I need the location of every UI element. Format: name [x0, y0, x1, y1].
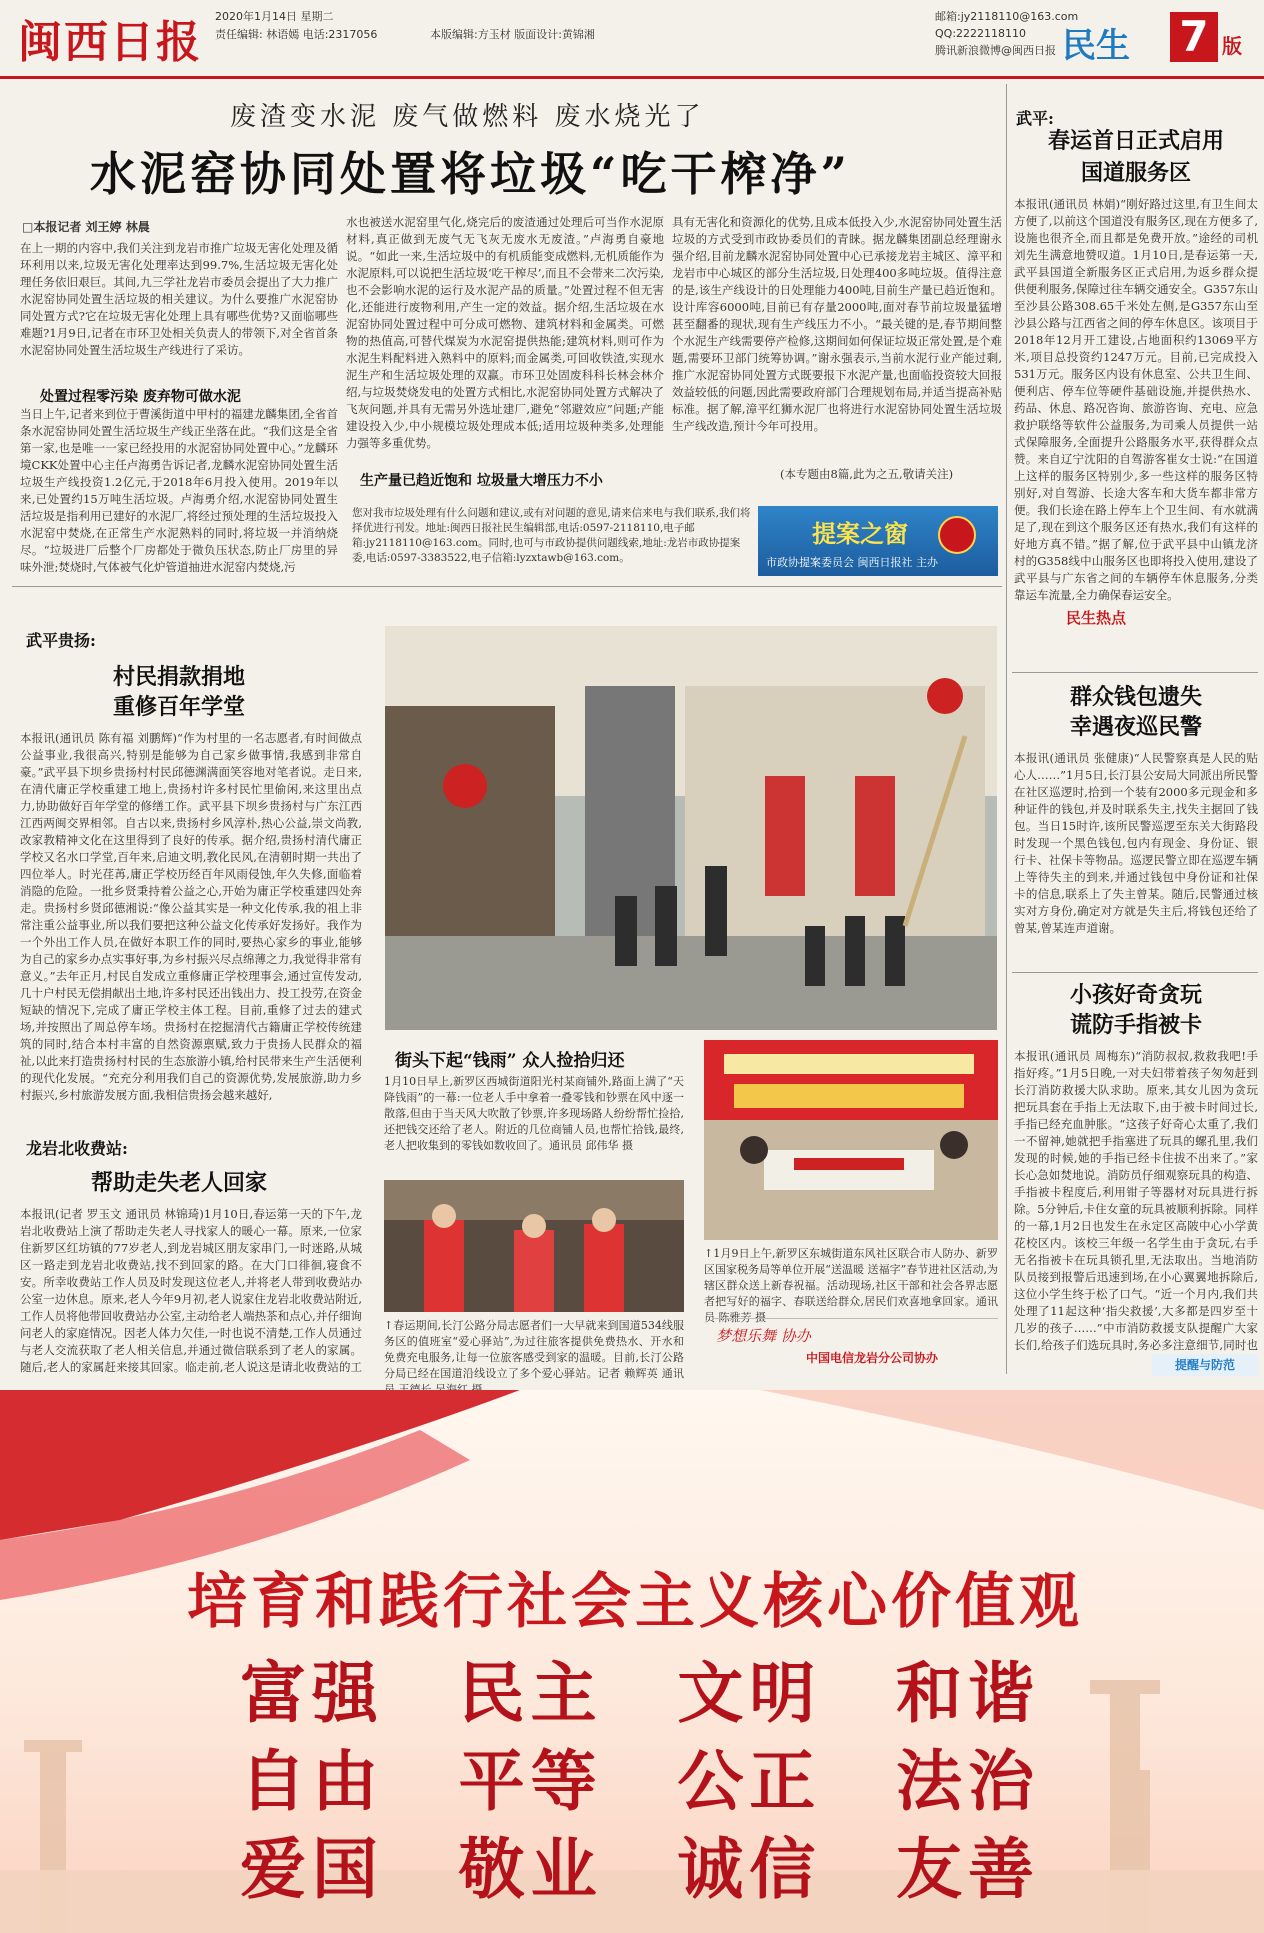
lead-byline: □本报记者 刘王婷 林晨	[22, 220, 150, 234]
money-rain-caption: 1月10日早上,新罗区西城街道阳光村某商铺外,路面上满了“天降钱雨”的一幕:一位老人手中拿着一叠零钱和钞票在风中逐一散落,但由于当天风大吹散了钞票,许多现场路人纷纷帮忙捡拾,还把钱交还给了老人。附近的几位商铺人员,也帮忙拾钱,最终,老人把收集到的零钱如数收回了。通讯员 邱伟华 摄	[384, 1075, 684, 1152]
story-title-elder: 帮助走失老人回家	[90, 1170, 267, 1196]
contact-wechat: 腾讯新浪微博@闽西日报	[935, 44, 1056, 57]
school-photo-illustration	[385, 626, 997, 1030]
section-rule	[12, 586, 1002, 587]
story-label-longyan: 龙岩北收费站:	[26, 1139, 128, 1158]
story-body-elder: 本报讯(记者 罗玉文 通讯员 林锦琦)1月10日,春运第一天的下午,龙岩北收费站上演了帮助走失老人寻找家人的暖心一幕。原来,一位家住新罗区红坊镇的77岁老人,到龙岩城区朋友家串门,一时迷路,从城区一路走到龙岩北收费站,找不到回家的路。在大门口徘徊,寝食不安。所幸收费站工作人员及时发现这位老人,并将老人带到收费站办公室一边休息。原来,老人今年9月初,老人说家住龙岩北收费站附近,工作人员将他带回收费站办公室,主动给老人端热茶和点心,并仔细询问老人的家庭情况。因老人体力欠佳,一时也说不清楚,工作人员通过与老人交流获取了老人相关信息,并通过微信联系到了老人的家属。随后,老人的家属赶来接其回家。临走前,老人说这是请北收费站的工	[20, 1207, 362, 1374]
newspaper-logo: 闽西日报	[18, 17, 202, 68]
issue-date: 2020年1月14日 星期二	[215, 10, 334, 23]
lead-subhead-1: 处置过程零污染 废弃物可做水泥	[40, 389, 241, 405]
value-integrity: 诚信	[677, 1830, 822, 1908]
telecom-ad-text: 中国电信龙岩分公司协办	[806, 1351, 939, 1365]
value-equality: 平等	[458, 1742, 603, 1820]
lead-col2: 水也被送水泥窑里气化,烧完后的废渣通过处理后可当作水泥原材料,真正做到无废气无飞灰无废水无废渣。”卢海勇自豪地说。“如此一来,生活垃圾中的有机质能变成燃料,无机质能作为水泥原料,可以说把生活垃圾‘吃干榨尽’,而且不会带来二次污染,也不会影响水泥的运行及水泥产品的质量。”处置过程不但无害化,还能进行废物利用,产生一定的效益。据介绍,生活垃圾在水泥窑协同处置过程中可分成可燃物、建筑材料和金属类。可燃物的热值高,可替代煤炭为水泥窑提供热能;建筑材料,则可作为水泥生料配料进入熟料中的原料;而金属类,可回收铁渣,实现水泥生产和生活垃圾处理的双赢。市环卫处固废科科长林会林介绍,与垃圾焚烧发电的处置方式相比,水泥窑协同处置方式解决了飞灰问题,并具有无需另外选址建厂,避免“邻避效应”问题;产能建设投入少,中小规模垃圾处理成本低;适用垃圾种类多,处理能力强等多重优势。	[346, 215, 664, 450]
value-patriotism: 爱国	[240, 1830, 384, 1908]
emblem-icon	[938, 516, 976, 554]
finger-body: 本报讯(通讯员 周梅东)“消防叔叔,救救我吧!手指好疼。”1月5日晚,一对夫妇带着孩子匆匆赶到长汀消防救援大队求助。原来,其女儿因为贪玩把玩具套在手指上无法取下,由于被卡时间过长,手指已经充血肿胀。“这孩子好奇心太重了,我们一不留神,她就把手指塞进了玩具的螺孔里,我们发现的时候,她的手指已经卡住拔不出来了。”家长心急如焚地说。消防员仔细观察玩具的构造、手指被卡程度后,利用钳子等器材对玩具进行拆除。5分钟后,卡住女童的玩具被顺利拆除。同样的一幕,1月2日也发生在永定区高陂中心小学黄花校区内。该校三年级一名学生由于贪玩,右手无名指被卡在玩具锁孔里,无法取出。当地消防队员接到报警后迅速到场,在小心翼翼地拆除后,这位小学生终于松了口气。“近一个月内,我们共处理了11起这种‘指尖救援’,大多都是四岁至十几岁的孩子……”中市消防救援支队提醒广大家长们,给孩子们选玩具时,务必多注意细节,同时也	[1014, 1049, 1258, 1352]
values-row-1	[240, 1640, 1040, 1735]
service-station-caption: ↑春运期间,长汀公路分局志愿者们一大早就来到国道534线服务区的值班室“爱心驿站”,为过往旅客提供免费热水、开水和免费充电服务,让每一位旅客感受到家的温暖。目前,长汀公路分局已经在国道沿线设立了多个爱心驿站。记者 赖辉英 通讯	[384, 1319, 684, 1380]
lead-kicker: 废渣变水泥 废气做燃料 废水烧光了	[230, 102, 705, 132]
contact-qq: QQ:2222118110	[935, 27, 1027, 40]
lead-subhead-2: 生产量已趋近饱和 垃圾量大增压力不小	[360, 473, 603, 489]
contact-email: 邮箱:jy2118110@163.com	[935, 10, 1079, 23]
right-top-title-2: 国道服务区	[1080, 160, 1191, 186]
lead-col3: 具有无害化和资源化的优势,且成本低投入少,水泥窑协同处置生活垃圾的方式受到市政协委员们的青睐。据龙麟集团副总经理谢永强介绍,目前龙麟水泥窑协同处置中心已承接龙岩主城区、漳平和龙岩市中心城区的部分生活垃圾,日处理400多吨垃圾。值得注意的是,该生产线设计的日处理能力400吨,目前生产量已趋近饱和。设计库容6000吨,目前已有存量2000吨,面对春节前垃圾量猛增甚至翻番的现状,现有生产线压力不小。“最关键的是,春节期间整个水泥生产线需要停产检修,这期间如何保证垃圾正常处置,是个难题,需要环卫部门统筹协调。”谢永强表示,当前水泥行业产能过剩,推广水泥窑协同处置方式既要报下水泥产量,也面临投资较大回报效益较低的问题,因此需要政府部门合理规划布局,并适当提高补贴标准。据了解,漳平红狮水泥厂也将进行水泥窑协同处置生活垃圾生产线改造,预计今年可投用。	[672, 215, 1002, 433]
telecom-ad	[712, 1318, 998, 1369]
community-photo	[704, 1040, 998, 1240]
story-title-school-2: 重修百年学堂	[112, 694, 245, 720]
value-democracy: 民主	[458, 1654, 603, 1732]
right-top-title-1: 春运首日正式启用	[1047, 128, 1224, 154]
value-dedication: 敬业	[458, 1830, 603, 1908]
layout-credit: 本版编辑:方玉材 版面设计:黄锦湘	[430, 28, 595, 41]
lead-col1b: 当日上午,记者来到位于曹溪街道中甲村的福建龙麟集团,全省首条水泥窑协同处置生活垃圾生产线正坐落在此。“我们这是全省第一家,也是唯一一家已经投用的水泥窑协同处置中心。”龙麟环境CKK处置中心主任卢海勇告诉记者,龙麟水泥窑协同处置生活垃圾生产线投资1.2亿元,于2018年6月投入使用。2019年以来,已处置约15万吨生活垃圾。卢海勇介绍,水泥窑协同处置生活垃圾是指利用已建好的水泥厂,将经过预处理的生活垃圾投入水泥窑中焚烧,在正常生产水泥熟料的同时,将垃圾一并消纳烧尽。“垃圾进厂后整个厂房都处于微负压状态,防止厂房里的异味外泄;焚烧时,气体被气化炉管道抽进水泥窑内焚烧,污	[20, 407, 338, 572]
page-suffix: 版	[1222, 34, 1242, 58]
value-friendship: 友善	[895, 1830, 1040, 1908]
right-top-body: 本报讯(通讯员 林娟)“刚好路过这里,有卫生间太方便了,以前这个国道没有服务区,现在方便多了,设施也很齐全,而且都是免费开放。”途经的司机刘先生满意地赞叹道。1月10日,是春运第一天,武平县国道全新服务区正式启用,为返乡群众提供便利服务,保障过往车辆交通安全。G357东山至沙县公路308.65千米处左侧,是G357东山至沙县公路与江西省之间的停车休息区。该项目于2018年12月开工建设,占地面积约13069平方米,项目总投资约1247万元。目前,已完成投入531万元。服务区内设有休息室、公共卫生间、便利店、停车位等硬件基础设施,并提供热水、药品、休息、路况咨询、旅游咨询、充电、应急救护联络等软件公益服务,为司乘人员提供一站式保障服务,全面提升公路服务水平,获得群众点赞。来自辽宁沈阳的自驾游客崔女士说:“在国道上这样的服务区特别少,多一些这样的服务区特别好,对自驾游、长途大客车和大货车都非常方便。我们长途在路上停车上个卫生间、有水就满足了,现在到这个服务区还有热水,我们有这样的好地方真不错。”据了解,位于武平县中山镇龙济村的G358线中山服务区也即将投入使用,建设了武平县与广东省之间的车辆停车休息服务,分类靠运车流量,全力确保春运安全。	[1014, 197, 1258, 602]
proposal-badge-sub: 市政协提案委员会 闽西日报社 主办	[766, 556, 938, 569]
values-row-3	[240, 1816, 1040, 1911]
proposal-badge	[758, 506, 998, 576]
value-civility: 文明	[677, 1654, 822, 1732]
wallet-body: 本报讯(通讯员 张健康)“人民警察真是人民的贴心人……”1月5日,长汀县公安局大同派出所民警在社区巡逻时,拾到一个装有2000多元现金和多种证件的钱包,并及时联系失主,找失主据回了钱包。当日15时许,该所民警巡逻至东关大街路段时发现一个黑色钱包,包内有现金、身份证、银行卡、社保卡等物品。巡逻民警立即在巡逻车辆上等待失主的到来,并通过钱包中身份证和社保卡的信息,联系上了失主曾某。随后,民警通过核实对方身份,确定对方就是失主后,将钱包还给了曾某,曾某连声道谢。	[1014, 751, 1258, 935]
banner-title: 培育和践行社会主义核心价值观	[187, 1567, 1083, 1637]
lead-series-note: (本专题由8篇,此为之五,敬请关注)	[780, 467, 954, 481]
service-station-illustration	[384, 1180, 684, 1312]
wallet-title-1: 群众钱包遗失	[1069, 684, 1202, 710]
story-title-school-1: 村民捐款捐地	[112, 664, 245, 690]
community-illustration	[704, 1040, 998, 1240]
lead-headline: 水泥窑协同处置将垃圾“吃干榨净”	[90, 147, 851, 201]
value-rule-of-law: 法治	[895, 1742, 1040, 1820]
story-label-wuping: 武平贵扬:	[26, 631, 96, 650]
telecom-ad-slogan: 梦想乐舞 协办	[716, 1327, 811, 1345]
column-rule	[1006, 84, 1007, 1374]
right-top-label: 武平:	[1016, 109, 1054, 128]
value-justice: 公正	[677, 1742, 822, 1820]
proposal-badge-title: 提案之窗	[812, 519, 908, 548]
right-rule-2	[1012, 972, 1258, 973]
school-photo	[385, 626, 997, 1030]
contact-info	[935, 8, 1078, 59]
right-rule-1	[1012, 672, 1258, 673]
finger-title-1: 小孩好奇贪玩	[1069, 982, 1202, 1008]
service-station-photo	[384, 1180, 684, 1312]
section-title: 民生	[1062, 26, 1130, 66]
value-harmony: 和谐	[895, 1654, 1040, 1732]
remind-badge: 提醒与防范	[1152, 1354, 1258, 1376]
page-number: 7	[1170, 12, 1218, 62]
community-caption: ↑1月9日上午,新罗区东城街道东风社区联合市人防办、新罗区国家税务局等单位开展“送温暖 送福字”春节进社区活动,为辖区群众送上新春祝福。活动现场,社区干部和社会各界志愿者把写好的福字、春联送给群众,居民们欢喜地拿回家。通讯员 陈雅芳 摄	[704, 1247, 998, 1324]
minsheng-badge: 民生热点	[1066, 609, 1127, 627]
lead-col1: 在上一期的内容中,我们关注到龙岩市推广垃圾无害化处理及循环利用以来,垃圾无害化处理率达到99.7%,生活垃圾无害化处理任务依旧艰巨。其间,九三学社龙岩市委员会提出了大力推广水泥窑协同处置生活垃圾的相关建议。为什么要推广水泥窑协同处置方式?它在垃圾无害化处理上具有哪些优势?又面临哪些难题?1月9日,记者在市环卫处相关负责人的带领下,对全省首条水泥窑协同处置生活垃圾生产线进行了采访。	[20, 241, 338, 357]
values-row-2	[240, 1728, 1040, 1823]
money-rain-title: 街头下起“钱雨” 众人捡拾归还	[395, 1051, 625, 1071]
notice-text: 您对我市垃圾处理有什么问题和建议,或有对问题的意见,请来信来电与我们联系,我们将择优进行刊发。地址:闽西日报社民生编辑部,电话:0597-2118110,电子邮箱:jy2118110@163.com。同时,也可与市政协提供问题线索,地址:龙岩市政协提案委,电话:0597-3383522,电子信箱:lyzxtawb@163.com。	[352, 507, 751, 564]
value-freedom: 自由	[240, 1742, 384, 1820]
issue-info	[215, 8, 377, 44]
wallet-title-2: 幸遇夜巡民警	[1069, 714, 1202, 740]
finger-title-2: 谎防手指被卡	[1069, 1012, 1202, 1038]
editor-line: 责任编辑: 林语嫣 电话:2317056	[215, 28, 378, 41]
story-body-school: 本报讯(通讯员 陈有福 刘鹏辉)“作为村里的一名志愿者,有时间做点公益事业,我很高兴,特别是能够为自己家乡做事情,我感到非常自豪。”武平县下坝乡贵扬村村民邱德渊满面笑容地对笔者说。走日来,在清代庸正学校重建工地上,贵扬村许多村民忙里偷闲,来这里出点力,协助做好百年学堂的修缮工作。武平县下坝乡贵扬村与广东江西江西两闽交界相邻。自古以来,贵扬村乡风淳朴,热心公益,崇文尚教,改家教精神文化在这里得到了良好的传承。据介绍,贵扬村清代庸正学校又名水口学堂,百年来,启迪文明,教化民风,在清朝时期一共出了四位举人。时光荏苒,庸正学校历经百年风雨侵蚀,年久失修,面临着消隐的危险。一批乡贤秉持着公益之心,开始为庸正学校重建四处奔走。贵扬村乡贤邱德湘说:“像公益其实是一种文化传承,我的祖上非常注重公益事业,所以我们要把这种公益文化传承好发扬好。我作为一个外出工作人员,在做好本职工作的同时,要热心家乡的事业,能够为自己的家乡办点实事好事,为乡村振兴尽点绵薄之力,我觉得非常有意义。”去年正月,村民自发成立重修庸正学校理事会,通过宣传发动,几十户村民无偿捐献出土地,许多村民还出钱出力、投工投劳,在资金短缺的情况下,完成了庸正学校主体工程。目前,重修了过去的建式场,并按照出了周总停车场。贵扬村在挖掘清代古籍庸正学校传统建筑的同时,结合本村丰富的自然资源禀赋,致力于贵扬人民群众的福祉,以此来打造贵扬村村民的生态旅游小镇,给村民带来生产生活便利的现代化发展。“充充分利用我们自己的资源优势,发展旅游,助力乡村振兴,乡村旅游发展方面,我相信贵扬会越来越好,	[20, 731, 362, 1102]
value-prosperity: 富强	[240, 1654, 384, 1732]
